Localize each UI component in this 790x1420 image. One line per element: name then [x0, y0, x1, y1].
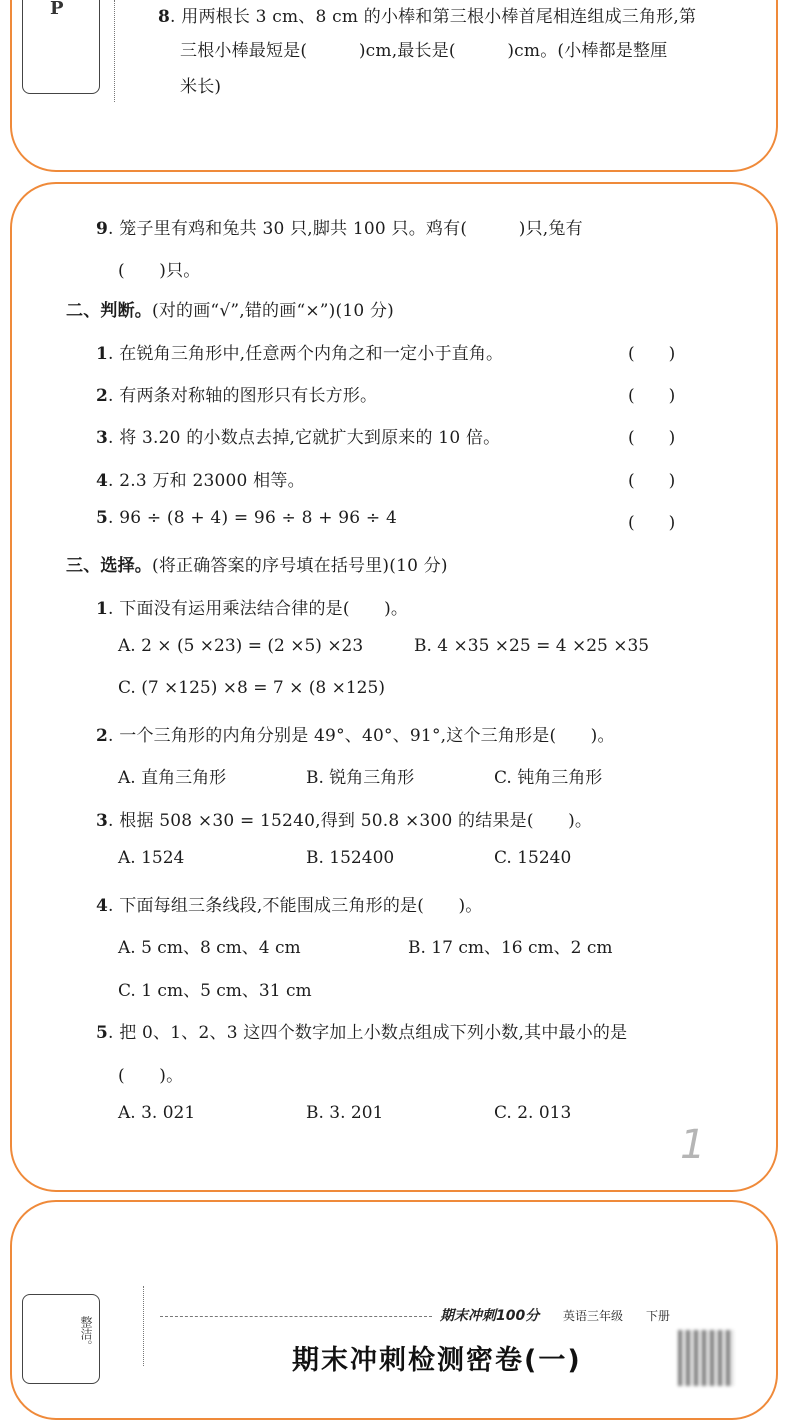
judge-item-5: [96, 508, 397, 528]
qr-code-icon: [678, 1330, 734, 1386]
question-text: . 下面每组三条线段,不能围成三角形的是( )。: [108, 896, 483, 916]
tab-glyph: P: [50, 0, 64, 19]
page-number: 1: [680, 1122, 706, 1168]
question-text: . 一个三角形的内角分别是 49°、40°、91°,这个三角形是( )。: [108, 726, 615, 746]
question-number: 4: [96, 896, 109, 916]
judge-item-4: [96, 466, 305, 491]
answer-blank[interactable]: ( ): [628, 344, 676, 364]
section-subtitle: (将正确答案的序号填在括号里)(10 分): [152, 556, 448, 576]
question-number: 1: [96, 599, 109, 619]
judge-item-3: [96, 423, 500, 448]
answer-blank[interactable]: ( ): [628, 386, 676, 406]
section-choice-heading: [66, 551, 448, 576]
question-number: 5: [96, 1023, 109, 1043]
question-8: [158, 2, 696, 27]
question-8-line2: 三根小棒最短是( )cm,最长是( )cm。(小棒都是整厘: [180, 41, 668, 61]
vertical-note: 整洁。: [79, 1316, 93, 1352]
header-rule: [160, 1316, 432, 1317]
option-b[interactable]: B. 3. 201: [306, 1103, 384, 1123]
section-subtitle: (对的画“√”,错的画“×”)(10 分): [152, 301, 395, 321]
item-text: . 在锐角三角形中,任意两个内角之和一定小于直角。: [108, 344, 504, 364]
question-9: [96, 214, 583, 239]
choice-question-4: [96, 891, 483, 916]
question-text: . 笼子里有鸡和兔共 30 只,脚共 100 只。鸡有( )只,兔有: [108, 219, 583, 239]
question-9-line2: ( )只。: [118, 261, 201, 281]
option-c[interactable]: C. 15240: [494, 848, 572, 868]
option-a[interactable]: A. 2 × (5 ×23) = (2 ×5) ×23: [118, 636, 364, 656]
question-number: 9: [96, 219, 109, 239]
question-number: 3: [96, 811, 109, 831]
section-title: 三、选择。: [66, 556, 152, 576]
item-number: 4: [96, 471, 109, 491]
binding-line: [143, 1286, 144, 1366]
grade-label: 英语三年级: [563, 1309, 624, 1323]
section-title: 二、判断。: [66, 301, 152, 321]
question-text: . 根据 508 ×30 = 15240,得到 50.8 ×300 的结果是( )。: [108, 811, 593, 831]
question-number: 2: [96, 726, 109, 746]
option-c[interactable]: C. 钝角三角形: [494, 768, 603, 788]
option-b[interactable]: B. 152400: [306, 848, 395, 868]
question-text: . 把 0、1、2、3 这四个数字加上小数点组成下列小数,其中最小的是: [108, 1023, 628, 1043]
option-a[interactable]: A. 3. 021: [118, 1103, 196, 1123]
answer-blank[interactable]: ( ): [628, 513, 676, 533]
option-a[interactable]: A. 直角三角形: [118, 768, 227, 788]
item-number: 1: [96, 344, 109, 364]
exam-title: 期末冲刺检测密卷(一): [292, 1345, 582, 1376]
volume-label: 下册: [646, 1309, 671, 1323]
answer-blank[interactable]: ( ): [628, 471, 676, 491]
judge-item-2: [96, 381, 377, 406]
item-text: . 2.3 万和 23000 相等。: [108, 471, 305, 491]
question-text: . 下面没有运用乘法结合律的是( )。: [108, 599, 409, 619]
question-5-line2: ( )。: [118, 1066, 184, 1086]
item-number: 2: [96, 386, 109, 406]
option-c[interactable]: C. (7 ×125) ×8 = 7 × (8 ×125): [118, 678, 385, 698]
judge-item-1: [96, 339, 503, 364]
item-text: . 将 3.20 的小数点去掉,它就扩大到原来的 10 倍。: [108, 428, 501, 448]
binding-line: [114, 0, 115, 102]
choice-question-3: [96, 806, 592, 831]
option-a[interactable]: A. 1524: [118, 848, 185, 868]
choice-question-1: [96, 594, 408, 619]
question-number: 8: [158, 7, 171, 27]
answer-blank[interactable]: ( ): [628, 428, 676, 448]
section-judge-heading: [66, 296, 394, 321]
brand-label: 期末冲刺100分: [440, 1308, 540, 1324]
item-text: . 有两条对称轴的图形只有长方形。: [108, 386, 378, 406]
item-number: 5: [96, 508, 109, 528]
option-b[interactable]: B. 4 ×35 ×25 = 4 ×25 ×35: [414, 636, 650, 656]
item-number: 3: [96, 428, 109, 448]
choice-question-2: [96, 721, 615, 746]
question-text: . 用两根长 3 cm、8 cm 的小棒和第三根小棒首尾相连组成三角形,第: [170, 7, 697, 27]
option-b[interactable]: B. 锐角三角形: [306, 768, 415, 788]
item-text: . 96 ÷ (8 + 4) = 96 ÷ 8 + 96 ÷ 4: [108, 508, 397, 528]
option-b[interactable]: B. 17 cm、16 cm、2 cm: [408, 938, 613, 958]
option-a[interactable]: A. 5 cm、8 cm、4 cm: [118, 938, 301, 958]
option-c[interactable]: C. 1 cm、5 cm、31 cm: [118, 981, 312, 1001]
option-c[interactable]: C. 2. 013: [494, 1103, 572, 1123]
question-8-line3: 米长): [180, 77, 222, 97]
choice-question-5: [96, 1018, 627, 1043]
